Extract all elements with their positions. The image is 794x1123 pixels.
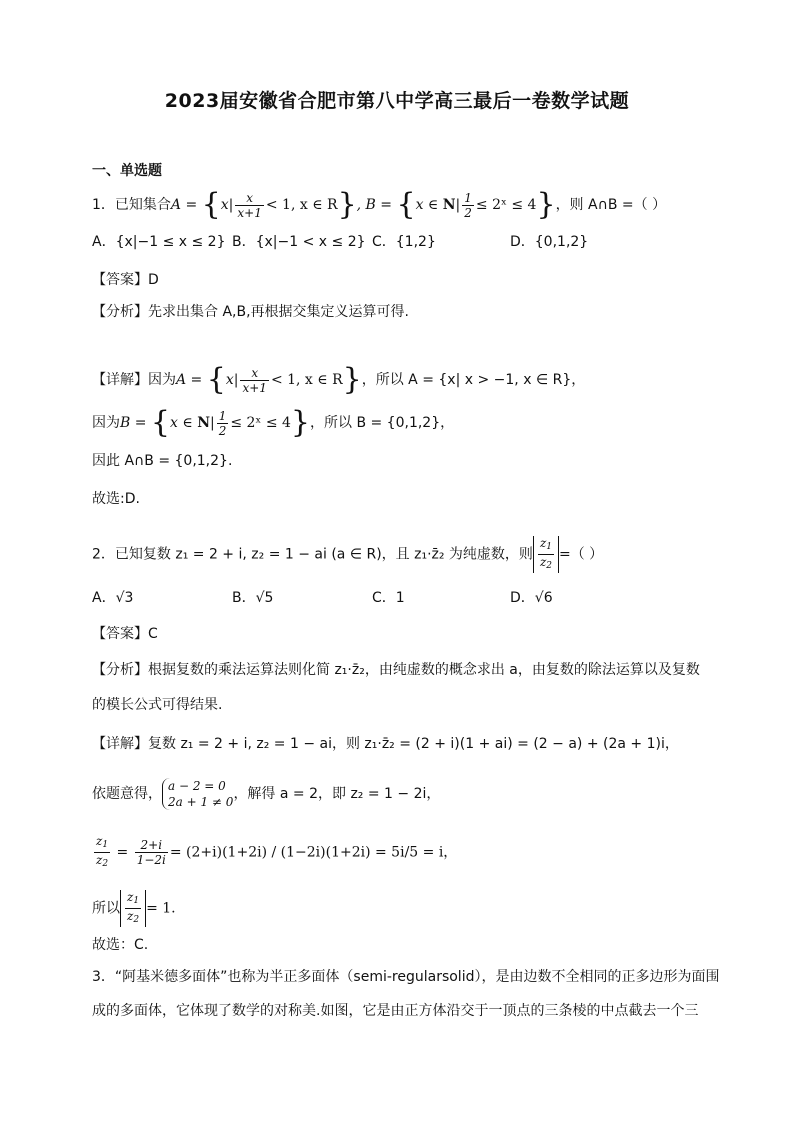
- page-title: 2023届安徽省合肥市第八中学高三最后一卷数学试题: [164, 90, 630, 112]
- q2-detail-4-result: = 1.: [146, 900, 176, 917]
- q2-analysis-line-1: 【分析】根据复数的乘法运算法则化简 z₁·z̄₂，由纯虚数的概念求出 a，由复数的除法运算以及复数: [92, 662, 700, 678]
- q3-line-2: 成的多面体，它体现了数学的对称美.如图，它是由正方体沿交于一顶点的三条棱的中点截去一个三: [92, 1003, 699, 1019]
- q1-stem-suffix: ，则 A∩B =（ ）: [555, 197, 667, 213]
- q1-detail-line-3: 因此 A∩B = {0,1,2}.: [92, 453, 233, 469]
- q1-detail-line-1: 【详解】因为A = {x| $\frac{x}{x+1}$ < 1, x ∈ R}，所以 A = {x| x > −1, x ∈ R}，: [92, 362, 586, 397]
- q2-option-a: A．√3: [92, 590, 134, 606]
- q1-option-d: D．{0,1,2}: [510, 234, 589, 250]
- q2-detail-line-1: 【详解】复数 z₁ = 2 + i, z₂ = 1 − ai，则 z₁·z̄₂ = (2 + i)(1 + ai) = (2 − a) + (2a + 1)i，: [92, 736, 679, 752]
- q1-detail-label: 【详解】因为: [92, 372, 176, 388]
- section-heading: 一、单选题: [92, 163, 162, 179]
- q2-detail-line-3: $\frac{z_1}{z_2}$ = $\frac{2+i}{1-2i}$ = (2+i)(1+2i) / (1−2i)(1+2i) = 5i/5 = i，: [96, 834, 458, 869]
- q2-stem-suffix: =（ ）: [559, 546, 604, 563]
- q1-stem-prefix: 1．已知集合: [92, 197, 171, 213]
- q1-set-a-var: x|: [220, 197, 234, 213]
- q2-stem-text: 2．已知复数 z₁ = 2 + i, z₂ = 1 − ai (a ∈ R)，且 z₁·z̄₂ 为纯虚数，则: [92, 546, 533, 563]
- q1-set-b-label: , B =: [356, 197, 397, 213]
- q1-choose: 故选:D.: [92, 491, 140, 507]
- q2-detail-3-text: = (2+i)(1+2i) / (1−2i)(1+2i) = 5i/5 = i，: [169, 844, 458, 861]
- q2-stem: 2．已知复数 z₁ = 2 + i, z₂ = 1 − ai (a ∈ R)，且 z₁·z̄₂ 为纯虚数，则 $\frac{z_1}{z_2}$ =（ ）: [92, 536, 604, 571]
- q2-analysis-line-2: 的模长公式可得结果.: [92, 697, 223, 713]
- q2-choose: 故选：C.: [92, 937, 149, 953]
- q1-option-b: B．{x|−1 < x ≤ 2}: [232, 234, 366, 250]
- q1-detail-2-prefix: 因为: [92, 415, 120, 431]
- q1-option-a: A．{x|−1 ≤ x ≤ 2}: [92, 234, 226, 250]
- q1-detail-1-result: ，所以 A = {x| x > −1, x ∈ R}，: [361, 372, 586, 388]
- q2-answer: 【答案】C: [92, 626, 158, 642]
- q2-detail-4-prefix: 所以: [92, 900, 120, 917]
- q2-detail-line-4: 所以 $\frac{z_1}{z_2}$ = 1.: [92, 890, 176, 925]
- q2-option-d: D．√6: [510, 590, 553, 606]
- q1-analysis: 【分析】先求出集合 A,B,再根据交集定义运算可得.: [92, 304, 409, 320]
- q1-option-c: C．{1,2}: [372, 234, 436, 250]
- q2-equation-system: [162, 778, 233, 810]
- q2-equation-1: a − 2 = 0: [168, 779, 226, 793]
- q1-set-a-cond: < 1, x ∈ R: [265, 197, 338, 213]
- q1-set-a-label: A =: [170, 197, 202, 213]
- q1-answer: 【答案】D: [92, 272, 159, 288]
- q2-detail-2-result: ，解得 a = 2，即 z₂ = 1 − 2i，: [233, 786, 441, 802]
- q1-detail-2-result: ，所以 B = {0,1,2}，: [310, 415, 455, 431]
- q2-detail-2-prefix: 依题意得，: [92, 786, 162, 802]
- q1-stem: 1．已知集合A = {x| $\frac{x}{x+1}$ < 1, x ∈ R}, B = {x ∈ N| $\frac{1}{2}$ ≤ 2ˣ ≤ 4}，则 A∩B =（ ）: [92, 187, 667, 222]
- q3-line-1: 3．“阿基米德多面体”也称为半正多面体（semi-regularsolid），是由边数不全相同的正多边形为面围: [92, 969, 720, 985]
- q2-option-b: B．√5: [232, 590, 274, 606]
- q2-detail-line-2: [92, 778, 440, 810]
- q1-set-b-cond: ≤ 2ˣ ≤ 4: [475, 197, 537, 213]
- q2-option-c: C．1: [372, 590, 405, 606]
- q1-detail-line-2: 因为B = {x ∈ N| $\frac{1}{2}$ ≤ 2ˣ ≤ 4}，所以 B = {0,1,2}，: [92, 405, 455, 440]
- q2-equation-2: 2a + 1 ≠ 0: [168, 795, 234, 809]
